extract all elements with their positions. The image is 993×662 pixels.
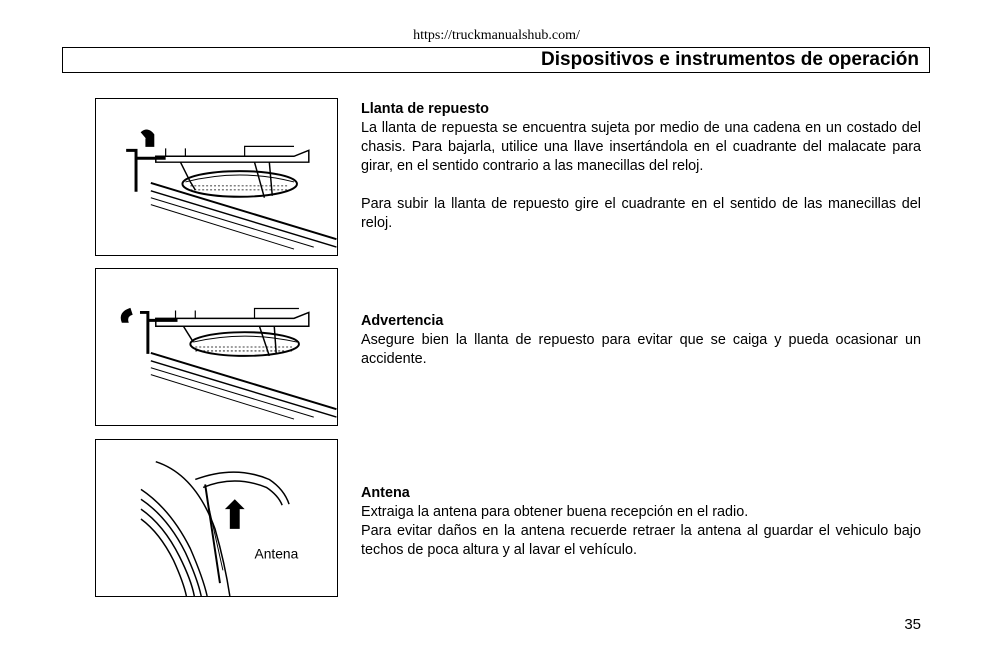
spare-tire-heading: Llanta de repuesto bbox=[361, 101, 489, 117]
section-header bbox=[62, 47, 930, 73]
antenna-paragraph-2: Para evitar daños en la antena recuerde retraer la antena al guardar el vehiculo bajo techos de poca altura y al lavar el vehículo. bbox=[361, 523, 921, 558]
spare-tire-paragraph-1: La llanta de repuesta se encuentra sujeta por medio de una cadena en un costado del chasis. Para bajarla, utilice una llave insertándola en el cuadrante del malacate para girar, en el sentido contrario a las manecillas del reloj. bbox=[361, 120, 921, 174]
spare-tire-lower-drawing bbox=[96, 99, 337, 255]
antenna-heading: Antena bbox=[361, 485, 410, 501]
antenna-label: Antena bbox=[254, 545, 299, 562]
spare-tire-paragraph-2: Para subir la llanta de repuesto gire el cuadrante en el sentido de las manecillas del reloj. bbox=[361, 196, 921, 231]
antenna-paragraph-1: Extraiga la antena para obtener buena recepción en el radio. bbox=[361, 504, 749, 520]
warning-heading: Advertencia bbox=[361, 313, 444, 329]
source-url[interactable]: https://truckmanualshub.com/ bbox=[413, 28, 580, 43]
spare-tire-section bbox=[361, 100, 921, 233]
spare-tire-raise-drawing bbox=[96, 269, 337, 425]
spare-tire-lower-illustration bbox=[95, 98, 338, 256]
antenna-illustration bbox=[95, 439, 338, 597]
warning-section bbox=[361, 312, 921, 369]
page-number: 35 bbox=[904, 616, 921, 633]
spare-tire-raise-illustration bbox=[95, 268, 338, 426]
warning-paragraph: Asegure bien la llanta de repuesto para evitar que se caiga y pueda ocasionar un accidente. bbox=[361, 332, 921, 367]
page-title: Dispositivos e instrumentos de operación bbox=[541, 49, 919, 70]
antenna-section bbox=[361, 484, 921, 560]
antenna-drawing bbox=[96, 440, 337, 596]
